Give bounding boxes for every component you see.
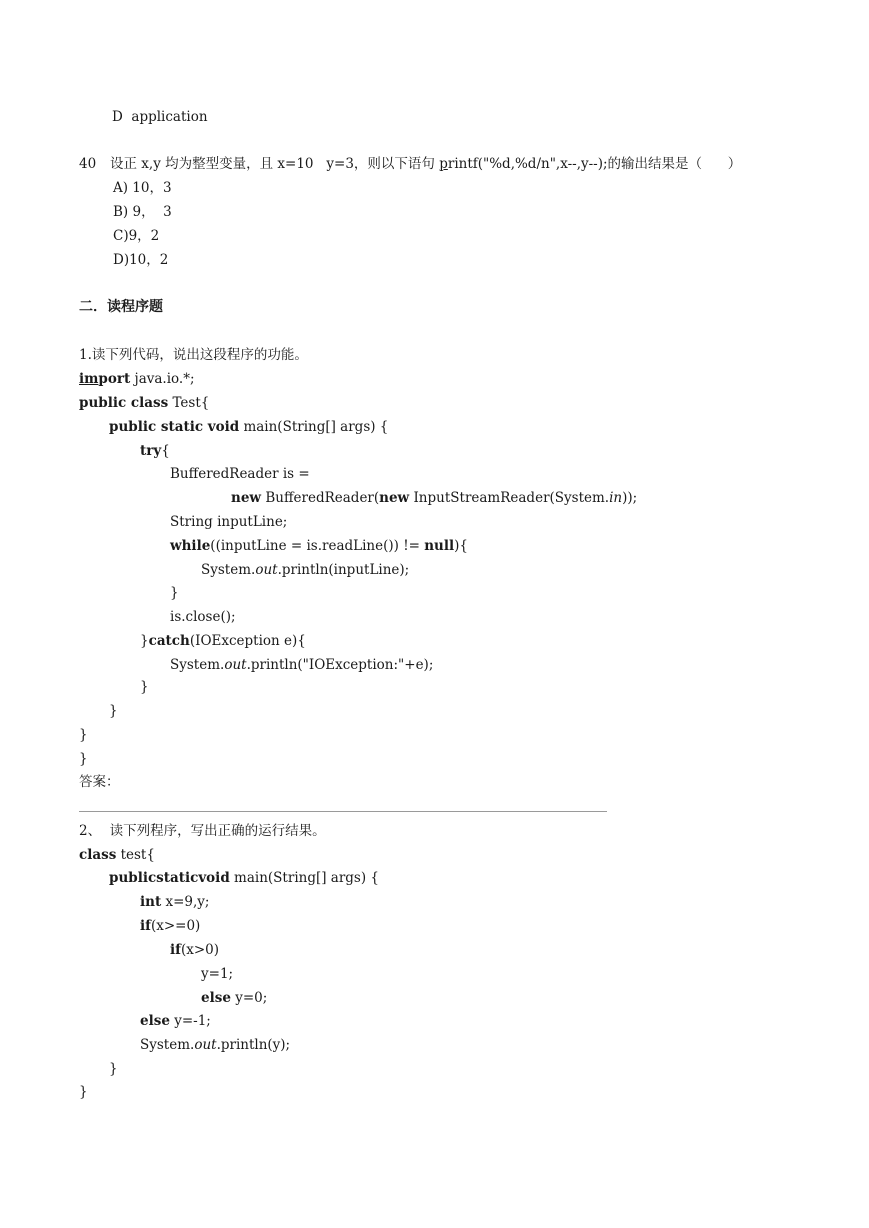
- p1-new-kw-1: new: [231, 490, 262, 506]
- p1-sysout-line-2: [170, 656, 433, 674]
- p1-catch-line: [140, 632, 306, 650]
- p1-while-mid: ((inputLine = is.readLine()) !=: [210, 538, 425, 554]
- p2-main-kw: publicstaticvoid: [109, 870, 230, 886]
- p1-close-brace-main: }: [109, 703, 118, 719]
- p2-prompt: 2、 读下列程序，写出正确的运行结果。: [79, 823, 326, 839]
- p1-string-decl: String inputLine;: [170, 514, 288, 530]
- p1-br-new-line: [231, 489, 637, 507]
- p2-int-kw: int: [140, 894, 162, 910]
- p1-import-kw: port: [98, 371, 131, 387]
- p1-sysout2-a: System.: [170, 657, 225, 673]
- p2-if1-kw: if: [140, 918, 151, 934]
- p2-if1-rest: (x>=0): [150, 918, 201, 934]
- q40-option-b: B) 9， 3: [113, 204, 172, 220]
- p2-sysout-line: [140, 1036, 290, 1054]
- p2-else1-kw: else: [201, 990, 231, 1006]
- q40-option-a: A) 10，3: [113, 180, 172, 196]
- p1-while-line: [170, 537, 468, 555]
- q40-stem-part-b: rintf("%d,%d/n",x--,y--);的输出结果是（ ）: [447, 156, 742, 172]
- p1-br-in: in: [609, 490, 623, 506]
- p1-class-kw: public class: [79, 395, 169, 411]
- p1-sysout1-out: out: [255, 562, 278, 578]
- p1-import-line: [79, 370, 195, 388]
- p2-int-rest: x=9,y;: [161, 894, 210, 910]
- p1-catch-open: }: [140, 633, 149, 649]
- p2-if-outer-line: [140, 917, 200, 935]
- p2-class-rest: test{: [116, 847, 155, 863]
- p1-br-decl: BufferedReader is =: [170, 466, 310, 482]
- p1-class-line: [79, 394, 209, 412]
- p1-null-kw: null: [424, 538, 455, 554]
- p1-import-rest: java.io.*;: [130, 371, 195, 387]
- p2-else-inner-line: [201, 989, 267, 1007]
- p1-sysout1-b: .println(inputLine);: [277, 562, 410, 578]
- p2-int-line: [140, 893, 209, 911]
- p1-import-kw-underlined: im: [79, 371, 99, 387]
- p2-if2-kw: if: [170, 942, 181, 958]
- q40-number: 40: [79, 156, 97, 172]
- p2-else2-kw: else: [140, 1013, 170, 1029]
- p1-close-brace-extra: }: [79, 751, 88, 767]
- p2-assign-line: y=1;: [201, 966, 234, 982]
- p2-if-inner-line: [170, 941, 219, 959]
- p1-while-end: ){: [454, 538, 468, 554]
- p2-close-brace-class: }: [79, 1084, 88, 1100]
- p2-else2-rest: y=-1;: [169, 1013, 211, 1029]
- p1-try-kw: try: [140, 443, 162, 459]
- q40-stem-underlined: p: [439, 156, 448, 172]
- p1-class-rest: Test{: [168, 395, 210, 411]
- p1-while-kw: while: [170, 538, 211, 554]
- p2-sysout-a: System.: [140, 1037, 195, 1053]
- p2-if2-rest: (x>0): [180, 942, 219, 958]
- p2-else1-rest: y=0;: [230, 990, 268, 1006]
- p2-else-outer-line: [140, 1012, 211, 1030]
- q40-stem-part-a: 设正 x,y 均为整型变量，且 x=10 y=3，则以下语句: [110, 156, 440, 172]
- p1-try-rest: {: [161, 443, 170, 459]
- p1-close-call: is.close();: [170, 609, 236, 625]
- p2-class-kw: class: [79, 847, 117, 863]
- q40-option-c: C)9，2: [113, 228, 160, 244]
- p1-catch-rest: (IOException e){: [189, 633, 306, 649]
- p1-main-line: [109, 418, 388, 436]
- p1-close-brace-catch: }: [140, 679, 149, 695]
- q40-option-d: D)10，2: [113, 252, 169, 268]
- p1-close-brace-while: }: [170, 585, 179, 601]
- p1-br-tail-1: InputStreamReader(System.: [409, 490, 610, 506]
- p1-prompt: 1.读下列代码，说出这段程序的功能。: [79, 347, 308, 363]
- answer-line: [79, 811, 607, 812]
- p2-sysout-b: .println(y);: [216, 1037, 291, 1053]
- p2-close-brace-main: }: [109, 1061, 118, 1077]
- p1-new-kw-2: new: [379, 490, 410, 506]
- p2-main-line: [109, 869, 379, 887]
- p1-main-kw: public static void: [109, 419, 240, 435]
- q39-option-d: D application: [112, 109, 208, 125]
- p2-class-line: [79, 846, 155, 864]
- p1-sysout1-a: System.: [201, 562, 256, 578]
- p1-sysout-line-1: [201, 561, 409, 579]
- p1-sysout2-out: out: [224, 657, 247, 673]
- p1-br-tail-2: ));: [622, 490, 638, 506]
- p2-sysout-out: out: [194, 1037, 217, 1053]
- p1-catch-kw: catch: [148, 633, 190, 649]
- p1-answer-label: 答案：: [79, 774, 120, 790]
- p1-close-brace-class: }: [79, 727, 88, 743]
- p2-main-rest: main(String[] args) {: [229, 870, 380, 886]
- p1-br-mid: BufferedReader(: [261, 490, 380, 506]
- q40-stem: [110, 155, 741, 173]
- section-heading: 二．读程序题: [79, 299, 163, 315]
- p1-main-rest: main(String[] args) {: [239, 419, 389, 435]
- p1-sysout2-b: .println("IOException:"+e);: [246, 657, 434, 673]
- p1-try-line: [140, 442, 170, 460]
